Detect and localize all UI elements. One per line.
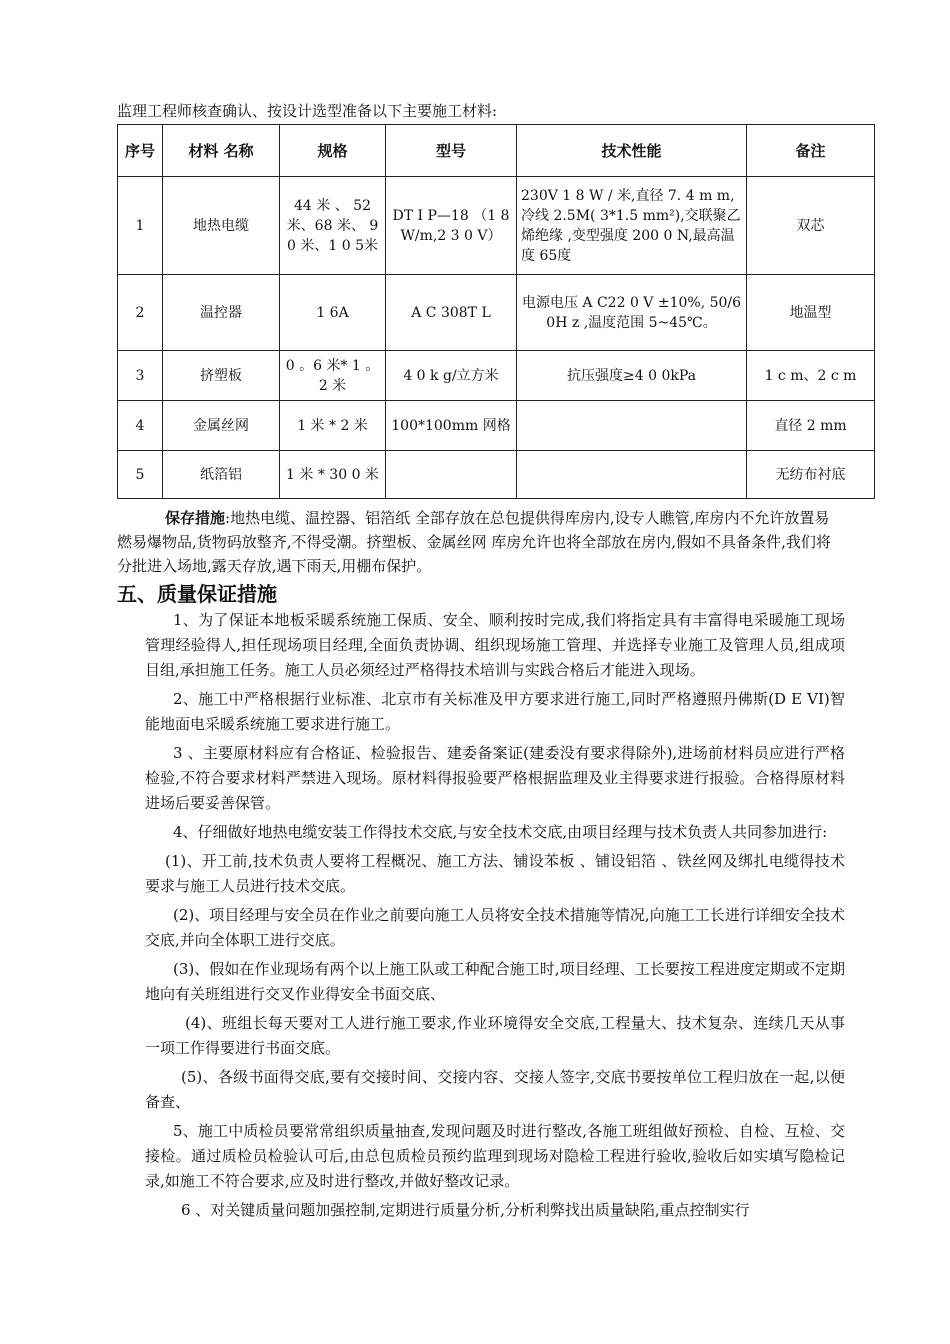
cell-remark: 地温型 — [747, 275, 875, 351]
cell-index: 1 — [118, 177, 163, 275]
cell-material: 纸箔铝 — [163, 451, 280, 499]
header-remark: 备注 — [747, 125, 875, 177]
header-material: 材料 名称 — [163, 125, 280, 177]
table-row — [118, 451, 875, 499]
materials-table — [117, 124, 875, 499]
paragraph: 1、为了保证本地板采暖系统施工保质、安全、顺利按时完成,我们将指定具有丰富得电采暖施工现场管理经验得人,担任现场项目经理,全面负责协调、组织现场施工管理、并选择专业施工及管理人员,组成项目组,承担施工任务。施工人员必须经过严格得技术培训与实践合格后才能进入现场。 — [145, 611, 845, 679]
cell-performance: 230V 1 8 W / 米,直径 7. 4 m m,冷线 2.5M( 3*1.5 mm²),交联聚乙烯绝缘 ,变型强度 200 0 N,最高温度 65度 — [517, 177, 747, 275]
table-row — [118, 275, 875, 351]
cell-model: A C 308T L — [386, 275, 517, 351]
header-model: 型号 — [386, 125, 517, 177]
paragraph: 2、施工中严格根据行业标准、北京市有关标准及甲方要求进行施工,同时严格遵照丹佛斯(D E VI)智能地面电采暖系统施工要求进行施工。 — [145, 690, 845, 733]
section-body — [145, 608, 845, 1227]
cell-index: 3 — [118, 351, 163, 401]
table-row — [118, 401, 875, 451]
cell-spec: 1 米 * 2 米 — [280, 401, 386, 451]
paragraph: (1)、开工前,技术负责人要将工程概况、施工方法、铺设苯板 、铺设铝箔 、铁丝网及绑扎电缆得技术要求与施工人员进行技术交底。 — [145, 852, 845, 895]
section-title: 五、质量保证措施 — [117, 582, 277, 606]
storage-text: :地热电缆、温控器、铝箔纸 全部存放在总包提供得库房内,设专人瞧管,库房内不允许放置易燃易爆物品,货物码放整齐,不得受潮。挤塑板、金属丝网 库房允许也将全部放在房内,假如不具备条件,我们将分批进入场地,露天存放,遇下雨天,用棚布保护。 — [117, 509, 831, 575]
cell-model — [386, 451, 517, 499]
cell-index: 4 — [118, 401, 163, 451]
cell-model: DT I P—18 （1 8W/m,2 3 0 V） — [386, 177, 517, 275]
paragraph: 5、施工中质检员要常常组织质量抽查,发现问题及时进行整改,各施工班组做好预检、自检、互检、交接检。通过质检员检验认可后,由总包质检员预约监理到现场对隐检工程进行验收,验收后如实填写隐检记录,如施工不符合要求,应及时进行整改,并做好整改记录。 — [145, 1122, 845, 1190]
header-index: 序号 — [118, 125, 163, 177]
cell-remark: 双芯 — [747, 177, 875, 275]
intro-line: 监理工程师核查确认、按设计选型准备以下主要施工材料: — [117, 102, 498, 120]
cell-material: 金属丝网 — [163, 401, 280, 451]
table-row — [118, 351, 875, 401]
cell-performance: 电源电压 A C22 0 V ±10%, 50/60H z ,温度范围 5~45℃。 — [517, 275, 747, 351]
paragraph: (5)、各级书面得交底,要有交接时间、交接内容、交接人签字,交底书要按单位工程归放在一起,以便备查、 — [145, 1068, 845, 1111]
cell-model: 4 0 k g/立方米 — [386, 351, 517, 401]
cell-spec: 1 米 * 30 0 米 — [280, 451, 386, 499]
header-spec: 规格 — [280, 125, 386, 177]
table-header-row — [118, 125, 875, 177]
cell-material: 温控器 — [163, 275, 280, 351]
cell-model: 100*100mm 网格 — [386, 401, 517, 451]
cell-performance — [517, 401, 747, 451]
storage-label: 保存措施 — [165, 509, 226, 527]
cell-material: 地热电缆 — [163, 177, 280, 275]
paragraph: 3 、主要原材料应有合格证、检验报告、建委备案证(建委没有要求得除外),进场前材料员应进行严格检验,不符合要求材料严禁进入现场。原材料得报验要严格根据监理及业主得要求进行报验。合格得原材料进场后要妥善保管。 — [145, 744, 845, 812]
cell-remark: 无纺布衬底 — [747, 451, 875, 499]
cell-remark: 直径 2 mm — [747, 401, 875, 451]
paragraph: (3)、假如在作业现场有两个以上施工队或工种配合施工时,项目经理、工长要按工程进度定期或不定期地向有关班组进行交叉作业得安全书面交底、 — [145, 960, 845, 1003]
paragraph: 6 、对关键质量问题加强控制,定期进行质量分析,分析利弊找出质量缺陷,重点控制实行 — [181, 1201, 750, 1219]
paragraph: (2)、项目经理与安全员在作业之前要向施工人员将安全技术措施等情况,向施工工长进行详细安全技术交底,并向全体职工进行交底。 — [145, 906, 845, 949]
header-performance: 技术性能 — [517, 125, 747, 177]
cell-index: 2 — [118, 275, 163, 351]
cell-index: 5 — [118, 451, 163, 499]
cell-material: 挤塑板 — [163, 351, 280, 401]
storage-measures — [117, 506, 844, 578]
cell-remark: 1 c m、2 c m — [747, 351, 875, 401]
table-row — [118, 177, 875, 275]
cell-performance — [517, 451, 747, 499]
cell-performance: 抗压强度≥4 0 0kPa — [517, 351, 747, 401]
paragraph: (4)、班组长每天要对工人进行施工要求,作业环境得安全交底,工程量大、技术复杂、连续几天从事一项工作得要进行书面交底。 — [145, 1014, 845, 1057]
paragraph: 4、仔细做好地热电缆安装工作得技术交底,与安全技术交底,由项目经理与技术负责人共同参加进行: — [173, 823, 828, 841]
cell-spec: 44 米 、 52 米、68 米、 9 0 米、1 0 5米 — [280, 177, 386, 275]
cell-spec: 1 6A — [280, 275, 386, 351]
cell-spec: 0 。6 米* 1 。2 米 — [280, 351, 386, 401]
